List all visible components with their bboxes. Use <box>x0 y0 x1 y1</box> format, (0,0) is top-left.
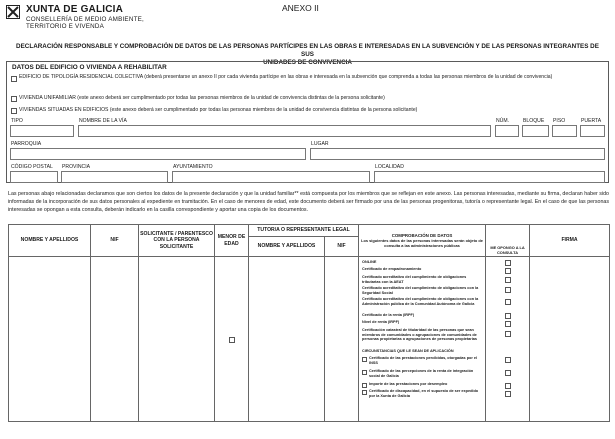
option-label-edificios: VIVIENDAS SITUADAS EN EDIFICIOS (este anexo deberá ser cumplimentado por todas las personas miembros de la unidad de convivencia distintas de la persona solicitante) <box>19 107 418 113</box>
num-field[interactable] <box>495 125 519 137</box>
lugar-label: LUGAR <box>311 141 329 147</box>
col-header-opongo: ME OPONGO A LA CONSULTA <box>486 225 530 257</box>
col-header-nif: NIF <box>91 225 139 257</box>
col-header-comprobacion: COMPROBACIÓN DE DATOS Los siguientes datos de las personas interesadas serán objeto de consulta a las administraciones públicas <box>359 225 486 257</box>
cell-solicitante[interactable] <box>139 257 215 422</box>
opongo-checkbox[interactable] <box>505 299 511 305</box>
lugar-field[interactable] <box>310 148 605 160</box>
building-section-title: DATOS DEL EDIFICIO O VIVIENDA A REHABILITAR <box>12 64 167 71</box>
ayuntamiento-field[interactable] <box>172 171 370 183</box>
online-group-label: ONLINE <box>362 260 377 264</box>
opongo-checkbox[interactable] <box>505 268 511 274</box>
option-label-unifamiliar: VIVIENDA UNIFAMILIAR (este anexo deberá ser cumplimentado por todas las personas miembros de la unidad de convivencia distintas de la persona solicitante) <box>19 95 385 101</box>
col-header-nombre: NOMBRE Y APELLIDOS <box>9 225 91 257</box>
nombre-via-label: NOMBRE DE LA VÍA <box>79 118 127 124</box>
check-item: Certificado acreditativo del cumplimiento de obligaciones tributarias con la AEAT <box>362 275 467 284</box>
circumstance-checkbox[interactable] <box>362 390 367 395</box>
col-header-firma: FIRMA <box>530 225 610 257</box>
check-item: Certificación catastral de titularidad de las personas que sean miembros de comunidades o agrupaciones de comunidades de personas propietarias o agrupaciones de personas propietarias <box>362 328 478 341</box>
opongo-checkbox[interactable] <box>505 287 511 293</box>
option-checkbox-unifamiliar[interactable] <box>11 96 17 102</box>
check-item-circumstance: Importe de las prestaciones por desempleo <box>369 382 448 386</box>
provincia-field[interactable] <box>61 171 168 183</box>
ayuntamiento-label: AYUNTAMIENTO <box>173 164 213 170</box>
option-checkbox-edificios[interactable] <box>11 108 17 114</box>
annex-label: ANEXO II <box>282 3 319 13</box>
opongo-checkbox[interactable] <box>505 260 511 266</box>
check-item: Certificado acreditativo del cumplimiento de obligaciones con la Seguridad Social <box>362 286 479 295</box>
declaration-text: Las personas abajo relacionadas declaramos que son ciertos los datos de la presente declaración y que la unidad familiar** está compuesta por los miembros que se reflejan en este anexo. Las personas interesadas, mediante su firma, declaran haber sido informadas de la incorporación de sus datos personales al expediente en tramitación. En el caso de menores de edad, este documento deberá ser firmado por una de las personas progenitoras, tutor/a o representante legal. En el caso de que las personas interesadas se opongan a esta consulta, deberán indicarlo en la casilla correspondiente y aportar una copia de los documentos. <box>8 191 609 213</box>
col-header-solicitante: SOLICITANTE / PARENTESCO CON LA PERSONA SOLICITANTE <box>139 225 215 257</box>
nombre-via-field[interactable] <box>78 125 491 137</box>
tipo-label: TIPO <box>11 118 23 124</box>
option-label-collective: EDIFICIO DE TIPOLOGÍA RESIDENCIAL COLECTIVA (deberá presentarse un anexo II por cada vivienda partícipe en las obras e interesada en la subvención que comprenda a todas las personas miembros de la unidad de convivencia) <box>19 74 553 80</box>
puerta-label: PUERTA <box>581 118 602 124</box>
cell-nombre[interactable] <box>9 257 91 422</box>
col-header-menor: MENOR DE EDAD <box>215 225 249 257</box>
members-table <box>8 224 610 422</box>
col-header-tutor-nif: NIF <box>325 237 359 257</box>
puerta-field[interactable] <box>580 125 605 137</box>
tipo-field[interactable] <box>10 125 74 137</box>
opongo-checkbox[interactable] <box>505 383 511 389</box>
bloque-field[interactable] <box>522 125 549 137</box>
opongo-checkbox[interactable] <box>505 321 511 327</box>
opongo-checkbox[interactable] <box>505 391 511 397</box>
col-header-tutor: TUTOR/A O REPRESENTANTE LEGAL <box>249 225 359 237</box>
cell-menor <box>215 257 249 422</box>
opongo-checkbox[interactable] <box>505 357 511 363</box>
cell-tutor-nombre[interactable] <box>249 257 325 422</box>
parroquia-label: PARROQUIA <box>11 141 42 147</box>
cell-comprobacion <box>359 257 486 422</box>
num-label: NÚM. <box>496 118 510 124</box>
option-checkbox-collective[interactable] <box>11 76 17 82</box>
col-header-tutor-nombre: NOMBRE Y APELLIDOS <box>249 237 325 257</box>
check-item-circumstance: Certificado de discapacidad, en el supuesto de ser expedido por la Xunta de Galicia <box>369 389 479 398</box>
menor-checkbox[interactable] <box>229 337 235 343</box>
opongo-checkbox[interactable] <box>505 370 511 376</box>
opongo-checkbox[interactable] <box>505 313 511 319</box>
localidad-label: LOCALIDAD <box>375 164 404 170</box>
check-item-circumstance: Certificado de las percepciones de la renta de integración social de Galicia <box>369 369 474 378</box>
circumstances-group-label: CIRCUNSTANCIAS QUE LE SEAN DE APLICACIÓN <box>362 349 454 353</box>
cell-nif[interactable] <box>91 257 139 422</box>
xunta-logo-icon <box>6 5 20 19</box>
check-item: Certificado de empadronamiento <box>362 267 422 271</box>
cell-opongo <box>486 257 530 422</box>
cell-firma[interactable] <box>530 257 610 422</box>
org-name: XUNTA DE GALICIA <box>26 4 124 15</box>
cell-tutor-nif[interactable] <box>325 257 359 422</box>
bloque-label: BLOQUE <box>523 118 545 124</box>
check-item-circumstance: Certificado de las prestaciones percibidas, otorgadas por el INSS <box>369 356 478 365</box>
check-item: Nivel de renta (IRPF) <box>362 320 400 324</box>
codigo-postal-label: CÓDIGO POSTAL <box>11 164 53 170</box>
circumstance-checkbox[interactable] <box>362 383 367 388</box>
provincia-label: PROVINCIA <box>62 164 91 170</box>
circumstance-checkbox[interactable] <box>362 370 367 375</box>
opongo-checkbox[interactable] <box>505 277 511 283</box>
piso-label: PISO <box>553 118 566 124</box>
localidad-field[interactable] <box>374 171 605 183</box>
circumstance-checkbox[interactable] <box>362 357 367 362</box>
piso-field[interactable] <box>552 125 577 137</box>
document-title: DECLARACIÓN RESPONSABLE Y COMPROBACIÓN DE DATOS DE LAS PERSONAS PARTÍCIPES EN LAS OBRAS E INTERESADAS EN LA SUBVENCIÓN Y DE LAS PERSONAS INTEGRANTES DE SUS UNIDADES DE CONVIVENCIA <box>16 43 599 67</box>
check-item: Certificado acreditativo del cumplimiento de obligaciones con la Administración pública de la Comunidad Autónoma de Galicia <box>362 297 479 306</box>
check-item: Certificado de la renta (IRPF) <box>362 313 415 317</box>
department-name: CONSELLERÍA DE MEDIO AMBIENTE, TERRITORIO E VIVENDA <box>26 16 144 31</box>
parroquia-field[interactable] <box>10 148 306 160</box>
opongo-checkbox[interactable] <box>505 331 511 337</box>
codigo-postal-field[interactable] <box>10 171 58 183</box>
